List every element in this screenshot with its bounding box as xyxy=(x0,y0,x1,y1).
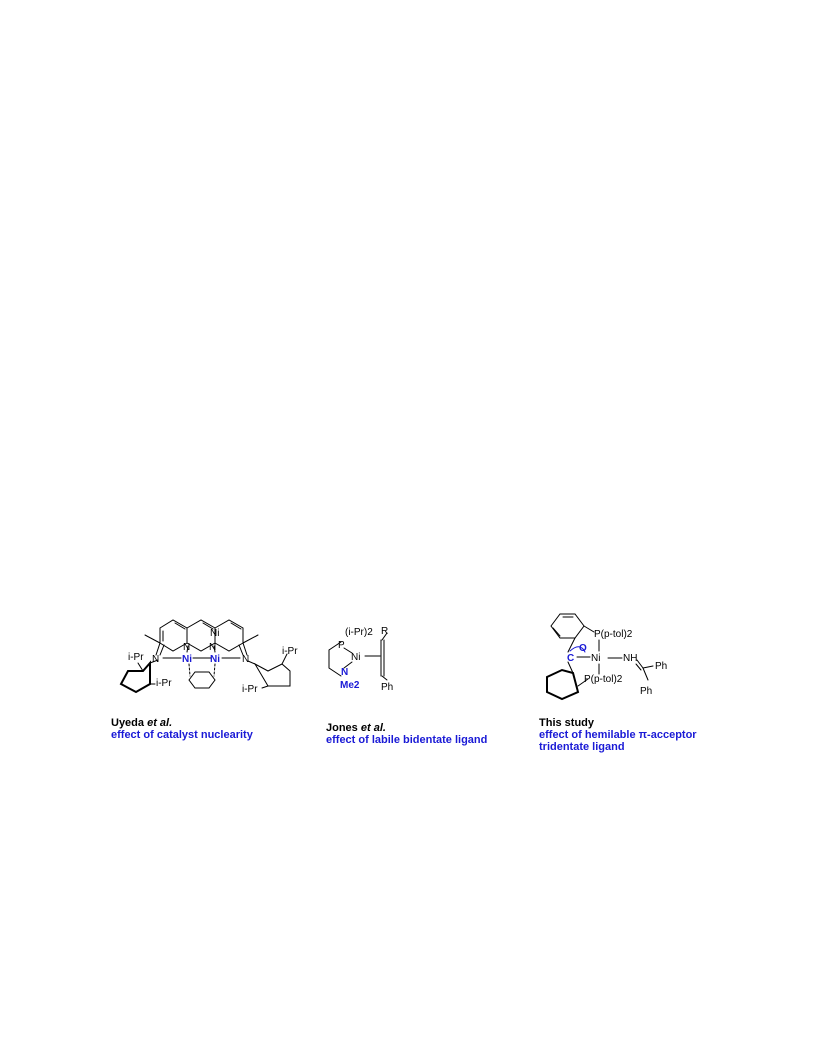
ipr-label-3: i-Pr xyxy=(282,646,298,657)
p-bottom-label: P(p-tol)2 xyxy=(584,674,623,685)
ni-label: Ni xyxy=(351,652,361,663)
caption-uyeda xyxy=(111,717,253,741)
nme-label: Me2 xyxy=(340,680,360,691)
caption-this-study xyxy=(539,717,697,753)
caption-title: This study xyxy=(539,717,595,729)
caption-subtitle: effect of catalyst nuclearity xyxy=(111,729,253,741)
caption-author: Jones xyxy=(326,722,358,734)
c-label: C xyxy=(567,653,575,664)
n-ring-left-label: N xyxy=(183,642,191,653)
o-label: O xyxy=(579,643,587,654)
ni-right-label: Ni xyxy=(210,654,220,665)
uyeda-atom-labels xyxy=(128,628,298,695)
ni-top-label: Ni xyxy=(210,628,220,639)
ipr-label-1: i-Pr xyxy=(128,652,144,663)
n-imine-right-label: N xyxy=(242,654,250,665)
uyeda-dinickel-structure xyxy=(121,620,290,692)
caption-author: Uyeda xyxy=(111,717,145,729)
r-label: R xyxy=(381,626,389,637)
jones-atom-labels xyxy=(338,626,393,693)
caption-et-al: et al. xyxy=(360,722,386,734)
caption-title xyxy=(111,717,253,729)
p-label: P xyxy=(338,640,345,651)
ph-label-2: Ph xyxy=(640,686,653,697)
caption-subtitle: effect of labile bidentate ligand xyxy=(326,734,488,746)
nh-label: NH xyxy=(623,653,638,664)
ph-label-1: Ph xyxy=(655,661,668,672)
ipr-label-4: i-Pr xyxy=(242,684,258,695)
ni-label: Ni xyxy=(591,653,601,664)
p-top-label: P(p-tol)2 xyxy=(594,629,633,640)
caption-subtitle-line1: effect of hemilable π-acceptor xyxy=(539,729,697,741)
phosphine-substituent-label: (i-Pr)2 xyxy=(345,627,373,638)
caption-subtitle-line2: tridentate ligand xyxy=(539,741,625,753)
ipr-label-2: i-Pr xyxy=(156,678,172,689)
this-study-atom-labels xyxy=(567,629,667,697)
caption-title xyxy=(326,722,487,734)
ph-label: Ph xyxy=(381,682,394,693)
n-imine-left-label: N xyxy=(152,654,160,665)
n-label: N xyxy=(341,667,349,678)
n-ring-right-label: N xyxy=(209,642,217,653)
caption-jones xyxy=(326,722,487,746)
caption-et-al: et al. xyxy=(147,717,173,729)
ni-left-label: Ni xyxy=(182,654,192,665)
